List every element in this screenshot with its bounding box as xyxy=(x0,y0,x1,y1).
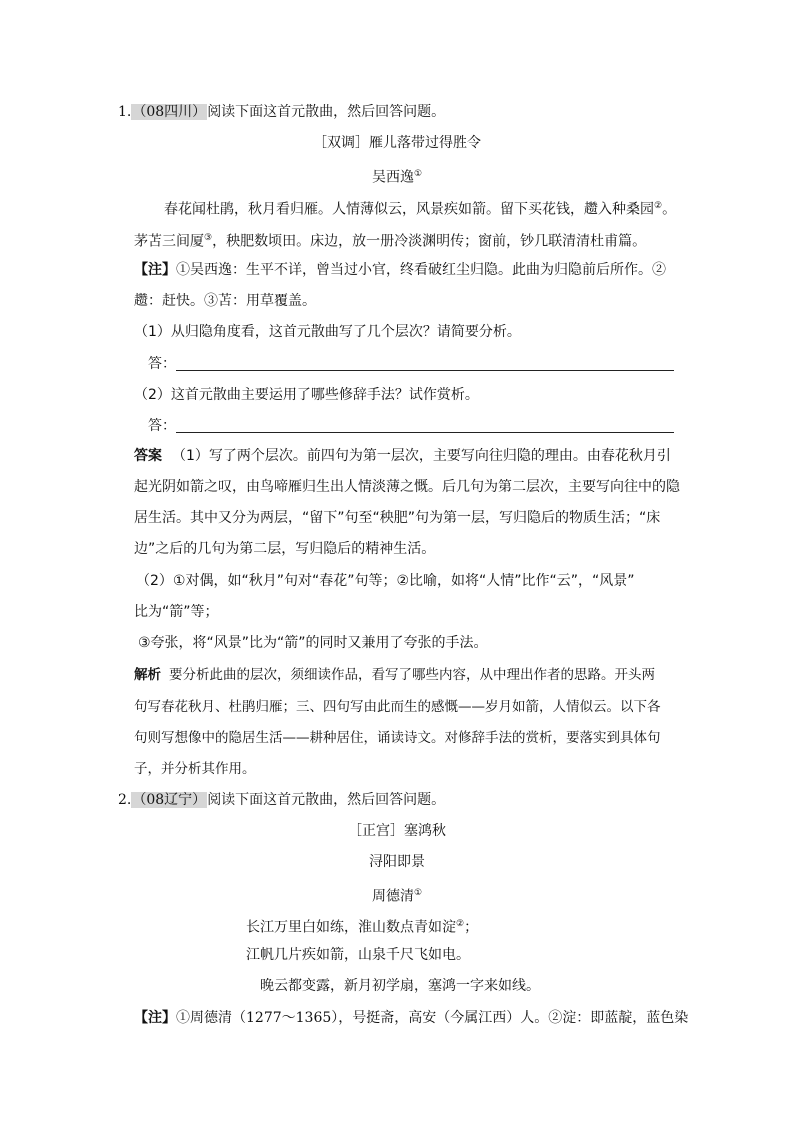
q1-analysis-line-2: 句写春花秋月、杜鹃归雁；三、四句写由此而生的感慨——岁月如箭，人情似云。以下各 xyxy=(134,699,661,715)
q1-number: 1. xyxy=(118,104,132,120)
q2-author-name: 周德清 xyxy=(371,888,414,905)
q1-footnote-mark-3: ③ xyxy=(204,233,213,243)
q1-answer-line-a3: 居生活。其中又分为两层，“留下”句至“秧肥”句为第一层，写归隐后的物质生活；“床 xyxy=(134,510,661,526)
q1-answer-line-a4: 边”之后的几句为第二层，写归隐后的精神生活。 xyxy=(134,541,436,557)
q2-poem-line-2: 江帆几片疾如箭，山泉千尺飞如电。 xyxy=(246,947,470,963)
q1-analysis-text-1: 要分析此曲的层次，须细读作品，看写了哪些内容，从中理出作者的思路。开头两 xyxy=(169,667,655,683)
q1-header xyxy=(118,102,662,122)
q2-note-label: 【注】 xyxy=(134,1010,176,1026)
q2-poem-line-1-end: ； xyxy=(464,919,479,936)
q1-note-label: 【注】 xyxy=(134,262,176,278)
q2-note-line-1 xyxy=(134,1008,689,1028)
q1-poem-line-2-text-a: 茅苫三间厦 xyxy=(134,233,204,250)
q1-subquestion-2: （2）这首元散曲主要运用了哪些修辞手法？试作赏析。 xyxy=(134,387,479,403)
q2-footnote-mark-2: ② xyxy=(456,919,465,929)
q1-source-tag: （08四川） xyxy=(132,104,207,120)
q2-poem-author xyxy=(0,883,794,907)
q1-analysis-label: 解析 xyxy=(134,667,161,683)
q1-poem-author xyxy=(0,164,794,188)
q1-analysis-line-4: 子，并分析其作用。 xyxy=(134,761,256,777)
q2-header xyxy=(118,790,662,810)
q1-poem-title: ［双调］雁儿落带过得胜令 xyxy=(313,135,481,151)
q2-poem-line-1 xyxy=(246,914,790,938)
q1-analysis-line-3: 句则写想像中的隐居生活——耕种居住，诵读诗文。对修辞手法的赏析，要落实到具体句 xyxy=(134,730,661,746)
q2-prompt: 阅读下面这首元散曲，然后回答问题。 xyxy=(207,792,446,808)
q1-answer-line-b3: ③夸张，将“风景”比为“箭”的同时又兼用了夸张的手法。 xyxy=(138,635,488,651)
q1-note-line-1 xyxy=(134,260,678,280)
q1-answer-line-2[interactable] xyxy=(176,431,674,433)
q1-answer-line-b2: 比为“箭”等； xyxy=(134,604,219,620)
q1-note-line-2: 趱：赶快。③苫：用草覆盖。 xyxy=(134,293,316,309)
q1-answer-text-1: （1）写了两个层次。前四句为第一层次，主要写向往归隐的理由。由春花秋月引 xyxy=(172,448,671,464)
q1-subquestion-1: （1）从归隐角度看，这首元散曲写了几个层次？请简要分析。 xyxy=(134,324,521,340)
q1-answer-key-label: 答案 xyxy=(134,448,162,464)
q2-poem-line-1-text: 长江万里白如练，淮山数点青如淀 xyxy=(246,919,456,936)
q1-answer-line-b1: （2）①对偶，如“秋月”句对“春花”句等；②比喻，如将“人情”比作“云”，“风景” xyxy=(136,573,635,589)
q1-note-text-1: ①吴西逸：生平不详，曾当过小官，终看破红尘归隐。此曲为归隐前后所作。② xyxy=(176,262,666,278)
q1-poem-line-1 xyxy=(164,196,708,220)
q1-answer-label-1: 答： xyxy=(148,356,176,372)
q1-prompt: 阅读下面这首元散曲，然后回答问题。 xyxy=(207,104,446,120)
q2-note-text-1: ①周德清（1277～1365），号挺斋，高安（今属江西）人。②淀：即蓝靛，蓝色染 xyxy=(176,1010,689,1026)
q1-poem-line-2 xyxy=(134,228,678,252)
q1-answer-line-a2: 起光阴如箭之叹，由鸟啼雁归生出人情淡薄之慨。后几句为第二层次，主要写向往中的隐 xyxy=(134,479,680,495)
q1-author-footnote-mark: ① xyxy=(413,169,423,179)
q1-poem-line-1-text: 春花闻杜鹃，秋月看归雁。人情薄似云，风景疾如箭。留下买花钱，趱入种桑园 xyxy=(164,201,654,218)
q2-source-tag: （08辽宁） xyxy=(132,792,207,808)
q1-author-name: 吴西逸 xyxy=(371,169,414,186)
q1-analysis-line-1 xyxy=(134,665,678,685)
q2-poem-subtitle: 浔阳即景 xyxy=(369,854,425,870)
q1-poem-line-1-end: 。 xyxy=(662,201,677,218)
q1-poem-line-2-text-b: ，秧肥数顷田。床边，放一册冷淡渊明传；窗前，钞几联清清杜甫篇。 xyxy=(212,233,647,250)
q2-poem-line-3: 晚云都变露，新月初学扇，塞鸿一字来如线。 xyxy=(260,978,540,994)
q2-poem-title: ［正宫］塞鸿秋 xyxy=(348,823,446,839)
q1-answer-line-1[interactable] xyxy=(176,369,674,371)
q2-author-footnote-mark: ① xyxy=(413,888,423,898)
q1-answer-label-2: 答： xyxy=(148,418,176,434)
q2-number: 2. xyxy=(118,792,132,808)
q1-answer-line-a1 xyxy=(134,446,678,466)
q1-footnote-mark-2: ② xyxy=(654,201,663,211)
